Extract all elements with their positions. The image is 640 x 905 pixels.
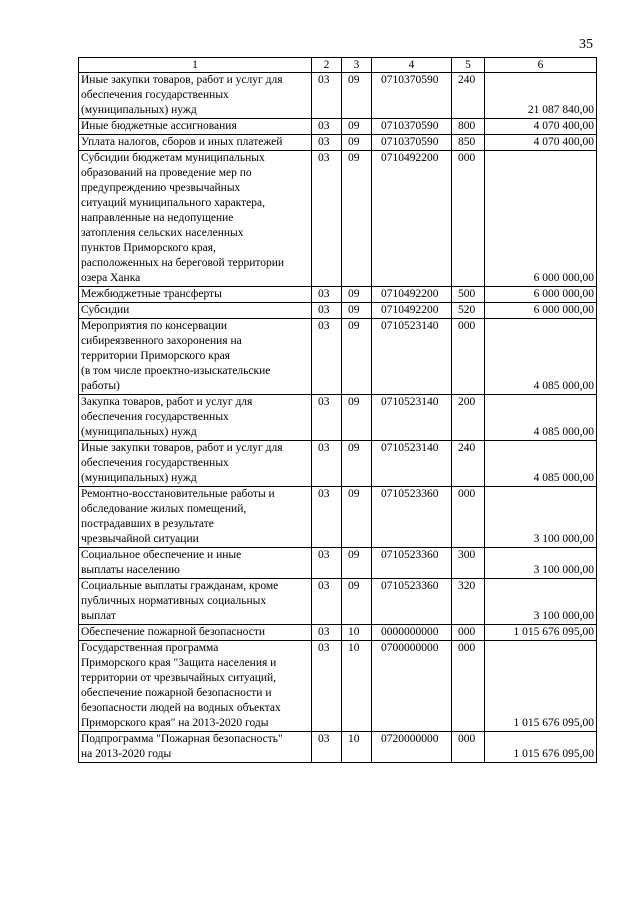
subsection-code: 10	[342, 641, 372, 732]
expense-item-name	[79, 487, 312, 548]
subsection-code: 09	[342, 395, 372, 441]
expense-type-code: 240	[452, 441, 485, 487]
subsection-code: 10	[342, 732, 372, 763]
expense-item-name	[79, 441, 312, 487]
subsection-code: 09	[342, 319, 372, 395]
table-row	[79, 732, 597, 763]
section-code: 03	[312, 287, 342, 303]
target-article-code: 0710523140	[372, 441, 452, 487]
table-header-row	[79, 58, 597, 73]
table-row	[79, 579, 597, 625]
expense-type-code: 000	[452, 625, 485, 641]
expense-type-code: 000	[452, 151, 485, 287]
subsection-code: 09	[342, 73, 372, 119]
amount-value: 3 100 000,00	[485, 548, 597, 579]
expense-type-code: 850	[452, 135, 485, 151]
expense-type-code: 240	[452, 73, 485, 119]
target-article-code: 0710523140	[372, 319, 452, 395]
table-row	[79, 487, 597, 548]
subsection-code: 09	[342, 287, 372, 303]
section-code: 03	[312, 441, 342, 487]
section-code: 03	[312, 625, 342, 641]
subsection-code: 10	[342, 625, 372, 641]
expense-item-name	[79, 151, 312, 287]
expense-item-text: Закупка товаров, работ и услуг для обеспечения государственных (муниципальных) нужд	[81, 396, 253, 438]
table-row	[79, 625, 597, 641]
target-article-code: 0720000000	[372, 732, 452, 763]
amount-value: 6 000 000,00	[485, 287, 597, 303]
section-code: 03	[312, 119, 342, 135]
expense-item-name	[79, 303, 312, 319]
table-row	[79, 151, 597, 287]
expense-item-text: Ремонтно-восстановительные работы и обследование жилых помещений, пострадавших в результате чрезвычайной ситуации	[81, 488, 275, 545]
expense-item-name	[79, 119, 312, 135]
table-row	[79, 395, 597, 441]
expense-type-code: 300	[452, 548, 485, 579]
expense-item-name	[79, 732, 312, 763]
expense-item-text: Государственная программа Приморского края "Защита населения и территории от чрезвычайных ситуаций, обеспечение пожарной безопасности и безопасности людей на водных объектах Приморского края" на 2013-2020 годы	[81, 642, 281, 729]
expense-item-name	[79, 625, 312, 641]
column-header: 2	[312, 58, 342, 73]
amount-value: 4 085 000,00	[485, 441, 597, 487]
table-row	[79, 441, 597, 487]
subsection-code: 09	[342, 441, 372, 487]
table-row	[79, 641, 597, 732]
table-row	[79, 119, 597, 135]
target-article-code: 0710370590	[372, 135, 452, 151]
subsection-code: 09	[342, 151, 372, 287]
section-code: 03	[312, 487, 342, 548]
table-row	[79, 303, 597, 319]
amount-value: 4 085 000,00	[485, 395, 597, 441]
expense-item-text: Иные закупки товаров, работ и услуг для обеспечения государственных (муниципальных) нужд	[81, 442, 283, 484]
table-row	[79, 319, 597, 395]
expense-item-text: Социальные выплаты гражданам, кроме публичных нормативных социальных выплат	[81, 580, 279, 622]
expense-item-text: Межбюджетные трансферты	[81, 288, 222, 300]
page-number: 35	[579, 37, 593, 52]
expense-item-name	[79, 135, 312, 151]
amount-value: 4 070 400,00	[485, 135, 597, 151]
column-header: 3	[342, 58, 372, 73]
section-code: 03	[312, 303, 342, 319]
expense-item-text: Подпрограмма "Пожарная безопасность" на 2013-2020 годы	[81, 733, 283, 760]
amount-value: 1 015 676 095,00	[485, 625, 597, 641]
expense-item-name	[79, 579, 312, 625]
subsection-code: 09	[342, 303, 372, 319]
section-code: 03	[312, 319, 342, 395]
target-article-code: 0710492200	[372, 287, 452, 303]
expense-item-name	[79, 548, 312, 579]
budget-table	[78, 57, 597, 763]
expense-type-code: 000	[452, 319, 485, 395]
target-article-code: 0710523360	[372, 579, 452, 625]
section-code: 03	[312, 73, 342, 119]
amount-value: 6 000 000,00	[485, 303, 597, 319]
amount-value: 4 085 000,00	[485, 319, 597, 395]
subsection-code: 09	[342, 119, 372, 135]
amount-value: 1 015 676 095,00	[485, 732, 597, 763]
expense-item-text: Субсидии бюджетам муниципальных образований на проведение мер по предупреждению чрезвычайных ситуаций муниципального характера, направленные на недопущение затопления сельских населенных пунктов Приморского края, расположенных на береговой территории озера Ханка	[81, 152, 285, 284]
expense-type-code: 000	[452, 732, 485, 763]
expense-type-code: 800	[452, 119, 485, 135]
column-header: 6	[485, 58, 597, 73]
target-article-code: 0710370590	[372, 73, 452, 119]
expense-item-text: Иные закупки товаров, работ и услуг для обеспечения государственных (муниципальных) нужд	[81, 74, 283, 116]
subsection-code: 09	[342, 548, 372, 579]
section-code: 03	[312, 579, 342, 625]
expense-item-text: Социальное обеспечение и иные выплаты населению	[81, 549, 242, 576]
expense-item-text: Иные бюджетные ассигнования	[81, 120, 237, 132]
expense-type-code: 200	[452, 395, 485, 441]
subsection-code: 09	[342, 579, 372, 625]
table-row	[79, 287, 597, 303]
subsection-code: 09	[342, 487, 372, 548]
target-article-code: 0710492200	[372, 151, 452, 287]
expense-item-name	[79, 287, 312, 303]
column-header: 1	[79, 58, 312, 73]
amount-value: 3 100 000,00	[485, 487, 597, 548]
expense-type-code: 000	[452, 641, 485, 732]
expense-item-text: Обеспечение пожарной безопасности	[81, 626, 266, 638]
section-code: 03	[312, 548, 342, 579]
column-header: 4	[372, 58, 452, 73]
expense-item-name	[79, 395, 312, 441]
expense-type-code: 320	[452, 579, 485, 625]
table-row	[79, 73, 597, 119]
target-article-code: 0710370590	[372, 119, 452, 135]
expense-item-name	[79, 73, 312, 119]
expense-type-code: 000	[452, 487, 485, 548]
table-row	[79, 135, 597, 151]
expense-item-text: Уплата налогов, сборов и иных платежей	[81, 136, 283, 148]
amount-value: 4 070 400,00	[485, 119, 597, 135]
amount-value: 21 087 840,00	[485, 73, 597, 119]
section-code: 03	[312, 641, 342, 732]
target-article-code: 0700000000	[372, 641, 452, 732]
amount-value: 1 015 676 095,00	[485, 641, 597, 732]
target-article-code: 0710523360	[372, 487, 452, 548]
column-header: 5	[452, 58, 485, 73]
expense-type-code: 500	[452, 287, 485, 303]
section-code: 03	[312, 732, 342, 763]
expense-type-code: 520	[452, 303, 485, 319]
expense-item-name	[79, 319, 312, 395]
target-article-code: 0710523360	[372, 548, 452, 579]
target-article-code: 0710492200	[372, 303, 452, 319]
section-code: 03	[312, 151, 342, 287]
budget-table-body	[79, 58, 597, 763]
amount-value: 3 100 000,00	[485, 579, 597, 625]
expense-item-name	[79, 641, 312, 732]
target-article-code: 0000000000	[372, 625, 452, 641]
subsection-code: 09	[342, 135, 372, 151]
section-code: 03	[312, 395, 342, 441]
target-article-code: 0710523140	[372, 395, 452, 441]
expense-item-text: Субсидии	[81, 304, 130, 316]
table-row	[79, 548, 597, 579]
section-code: 03	[312, 135, 342, 151]
expense-item-text: Мероприятия по консервации сибиреязвенного захоронения на территории Приморского края (в том числе проектно-изыскательские работы)	[81, 320, 271, 392]
amount-value: 6 000 000,00	[485, 151, 597, 287]
